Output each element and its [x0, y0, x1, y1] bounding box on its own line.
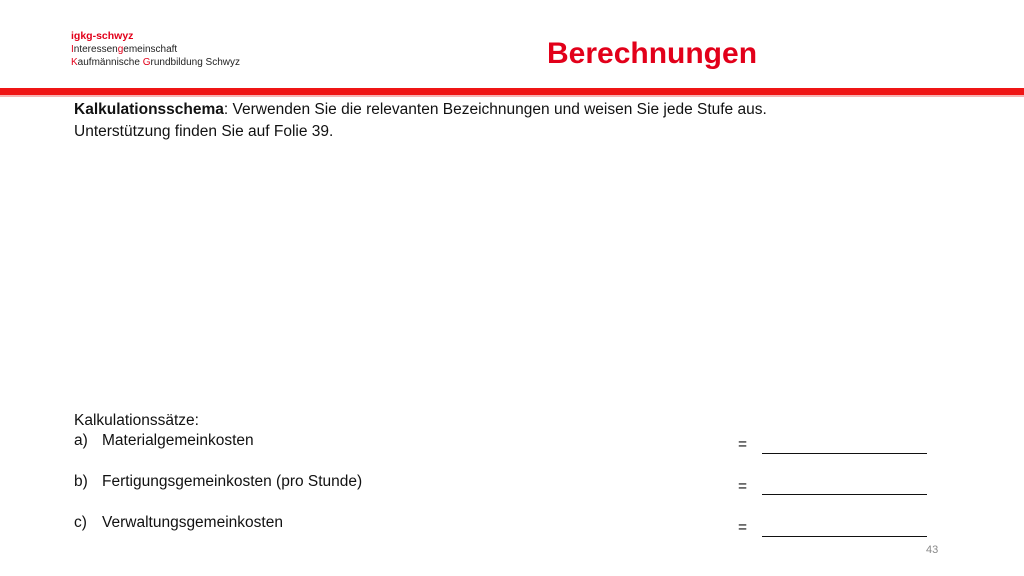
logo-line-2: Kaufmännische Grundbildung Schwyz	[71, 57, 240, 68]
answer-blank-material	[762, 453, 927, 454]
rate-item-label: Verwaltungsgemeinkosten	[102, 514, 283, 531]
header-divider	[0, 88, 1024, 95]
rates-heading: Kalkulationssätze:	[74, 412, 199, 429]
logo-org-name: igkg-schwyz	[71, 30, 134, 42]
rate-item-fertigung	[74, 471, 362, 493]
answer-blank-fertigung	[762, 494, 927, 495]
answer-blank-verwaltung	[762, 536, 927, 537]
rate-item-verwaltung	[74, 512, 283, 534]
rate-item-letter: b)	[74, 473, 88, 490]
rate-item-label: Materialgemeinkosten	[102, 432, 254, 449]
equals-sign: =	[738, 478, 748, 495]
rate-item-label: Fertigungsgemeinkosten (pro Stunde)	[102, 473, 363, 490]
rate-item-material	[74, 430, 254, 452]
slide-title: Berechnungen	[546, 37, 758, 70]
organization-logo	[71, 30, 240, 69]
instruction-text	[74, 99, 794, 143]
logo-line-1: Interessengemeinschaft	[71, 44, 178, 55]
header-divider-shadow	[0, 95, 1024, 97]
equals-sign: =	[738, 436, 748, 453]
instruction-body: : Verwenden Sie die relevanten Bezeichnungen und weisen Sie jede Stufe aus. Unterstützung finden Sie auf Folie 39.	[74, 101, 767, 140]
instruction-label: Kalkulationsschema	[74, 101, 224, 118]
page-number: 43	[926, 544, 939, 556]
equals-sign: =	[738, 519, 748, 536]
rate-item-letter: c)	[74, 514, 87, 531]
rate-item-letter: a)	[74, 432, 88, 449]
